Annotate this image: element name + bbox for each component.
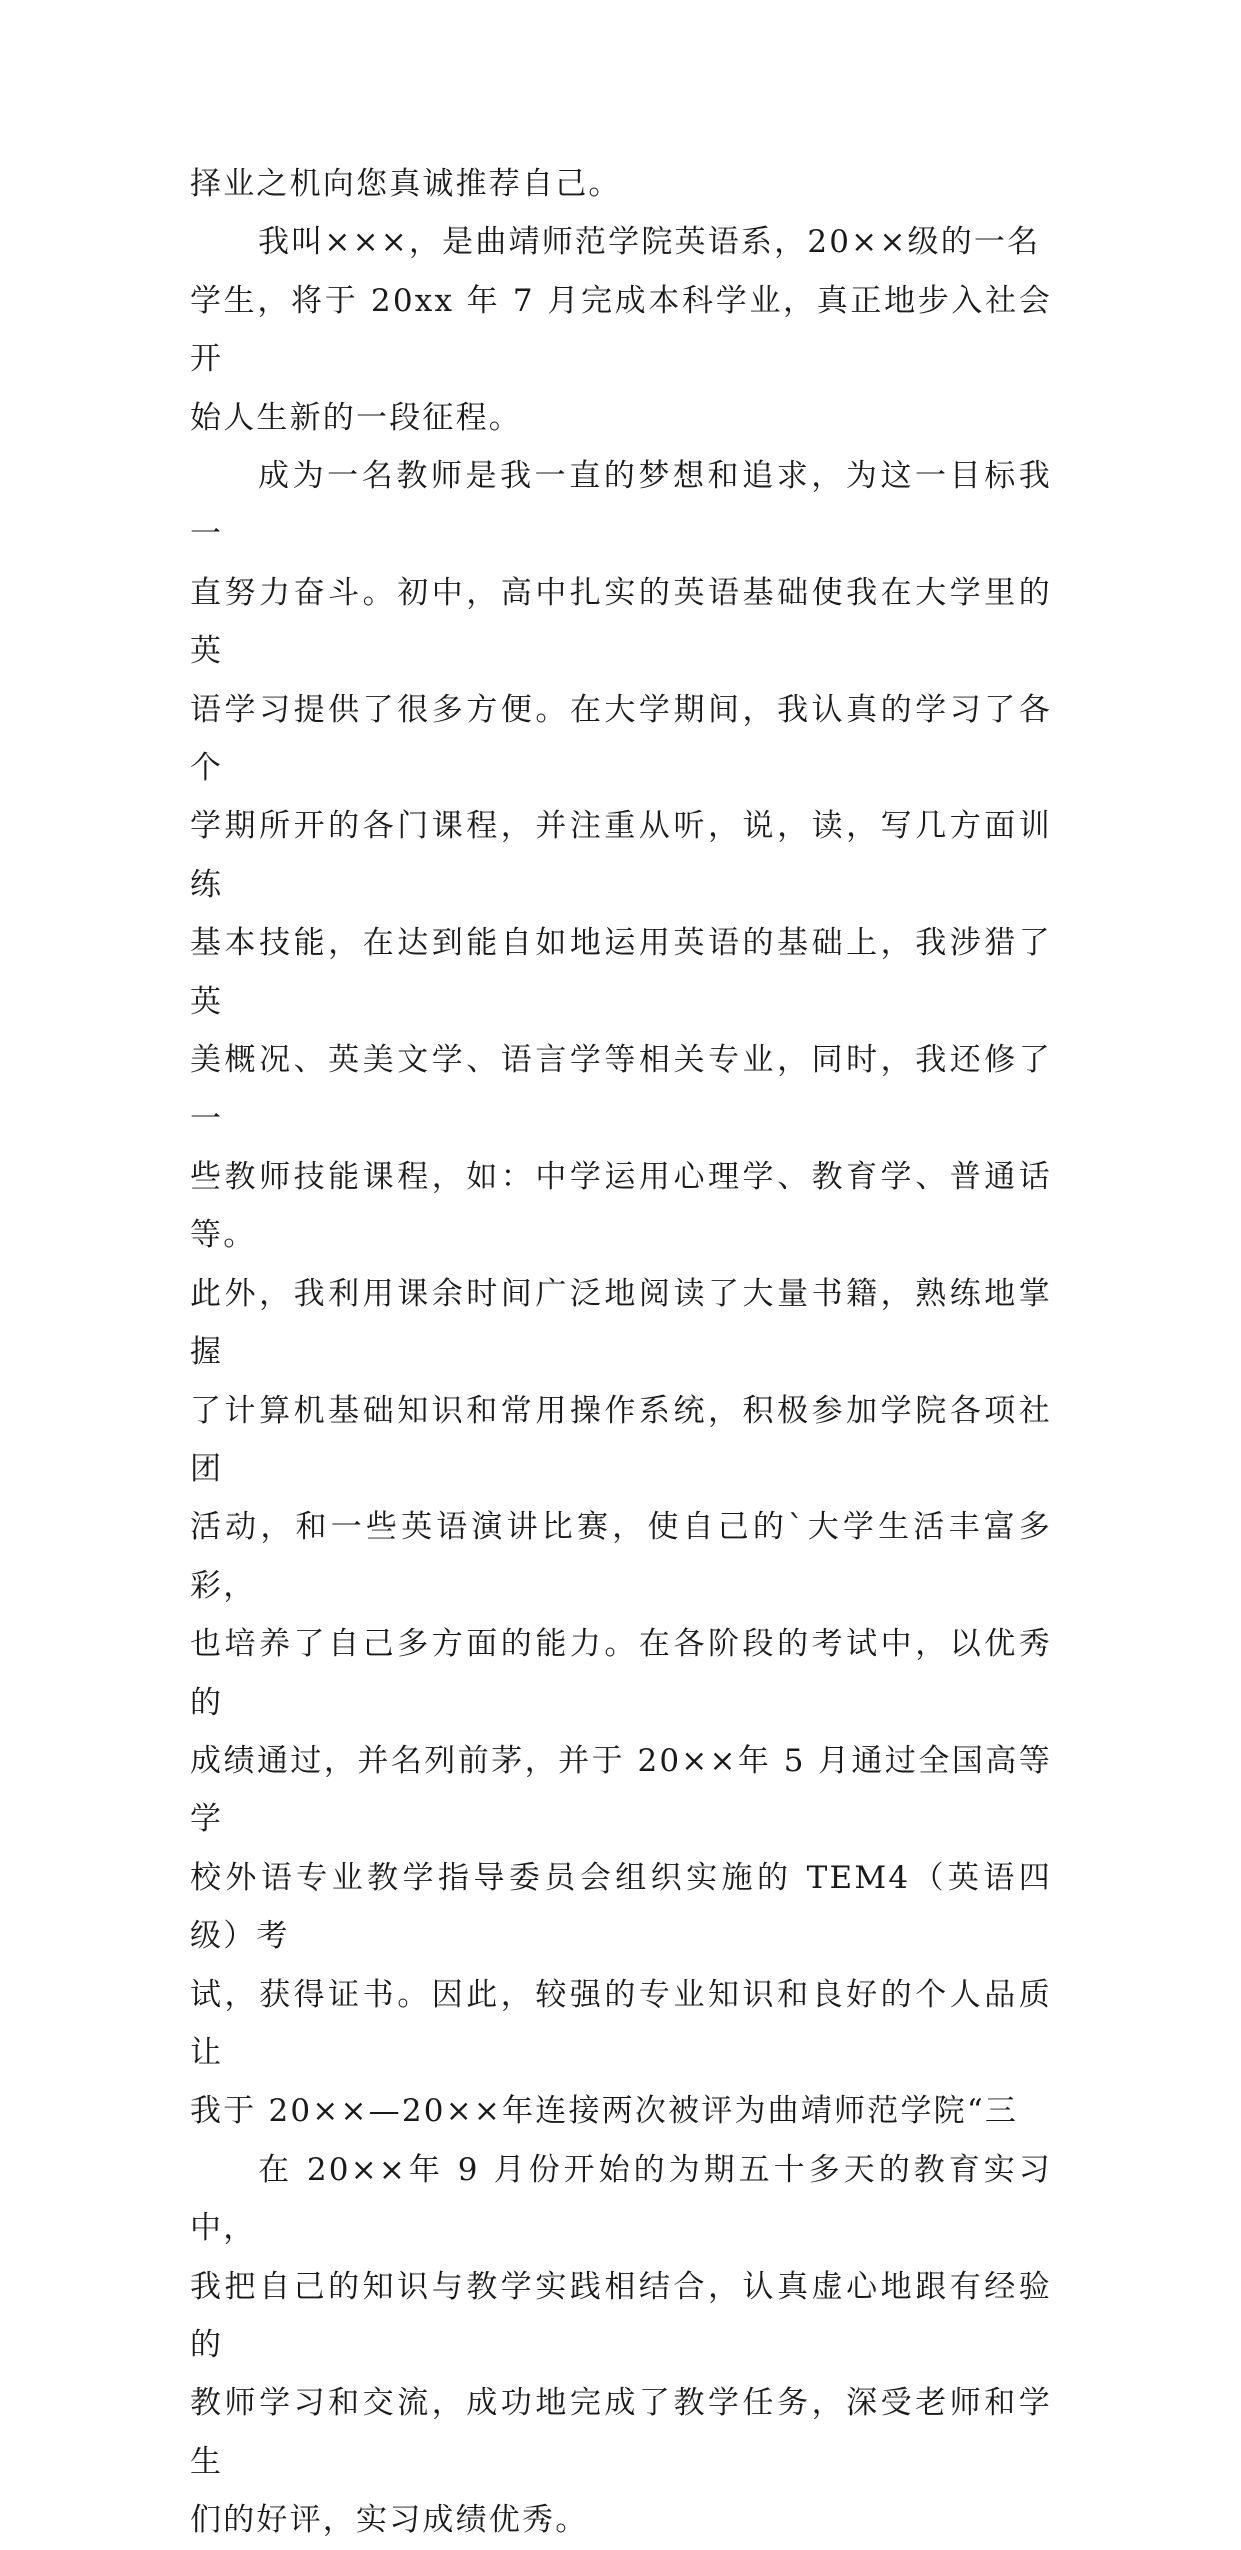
text-line: 在 20××年 9 月份开始的为期五十多天的教育实习中，	[190, 2151, 1052, 2247]
text-line: 我把自己的知识与教学实践相结合，认真虚心地跟有经验的	[190, 2268, 1052, 2364]
paragraph-self-introduction	[190, 213, 1052, 447]
text-line: 基本技能，在达到能自如地运用英语的基础上，我涉猎了英	[190, 925, 1052, 1020]
text-line: 美概况、英美文学、语言学等相关专业，同时，我还修了一	[190, 1042, 1052, 1137]
text-line: 此外，我利用课余时间广泛地阅读了大量书籍，熟练地掌握	[190, 1275, 1052, 1371]
text-line: 语学习提供了很多方便。在大学期间，我认真的学习了各个	[190, 691, 1052, 787]
text-line: 我于 20××—20××年连接两次被评为曲靖师范学院“三	[190, 2093, 1019, 2130]
text-line: 教师学习和交流，成功地完成了教学任务，深受老师和学生	[190, 2385, 1052, 2480]
text-line: 些教师技能课程，如：中学运用心理学、教育学、普通话等。	[190, 1158, 1052, 1254]
paragraph-intro-continuation	[190, 155, 1052, 213]
text-line: 择业之机向您真诚推荐自己。	[190, 166, 622, 202]
text-line: 校外语专业教学指导委员会组织实施的 TEM4（英语四级）考	[190, 1859, 1052, 1955]
paragraph-education-background	[190, 447, 1052, 2141]
text-line: 们的好评，实习成绩优秀。	[190, 2502, 589, 2539]
text-line: 活动，和一些英语演讲比赛，使自己的`大学生活丰富多彩，	[190, 1509, 1052, 1604]
text-line: 了计算机基础知识和常用操作系统，积极参加学院各项社团	[190, 1392, 1052, 1487]
text-line: 成为一名教师是我一直的梦想和追求，为这一目标我一	[190, 458, 1052, 553]
paragraph-teaching-practice	[190, 2141, 1052, 2550]
text-line: 成绩通过，并名列前茅，并于 20××年 5 月通过全国高等学	[190, 1742, 1052, 1838]
text-line: 试，获得证书。因此，较强的专业知识和良好的个人品质让	[190, 1976, 1052, 2071]
document-body	[190, 155, 1052, 2550]
text-line: 始人生新的一段征程。	[190, 399, 522, 436]
text-line: 学期所开的各门课程，并注重从听，说，读，写几方面训练	[190, 808, 1052, 903]
text-line: 我叫×××，是曲靖师范学院英语系，20××级的一名	[258, 224, 1041, 261]
text-line: 直努力奋斗。初中，高中扎实的英语基础使我在大学里的英	[190, 574, 1052, 670]
text-line: 学生，将于 20xx 年 7 月完成本科学业，真正地步入社会开	[190, 282, 1052, 378]
text-line: 也培养了自己多方面的能力。在各阶段的考试中，以优秀的	[190, 1626, 1052, 1721]
